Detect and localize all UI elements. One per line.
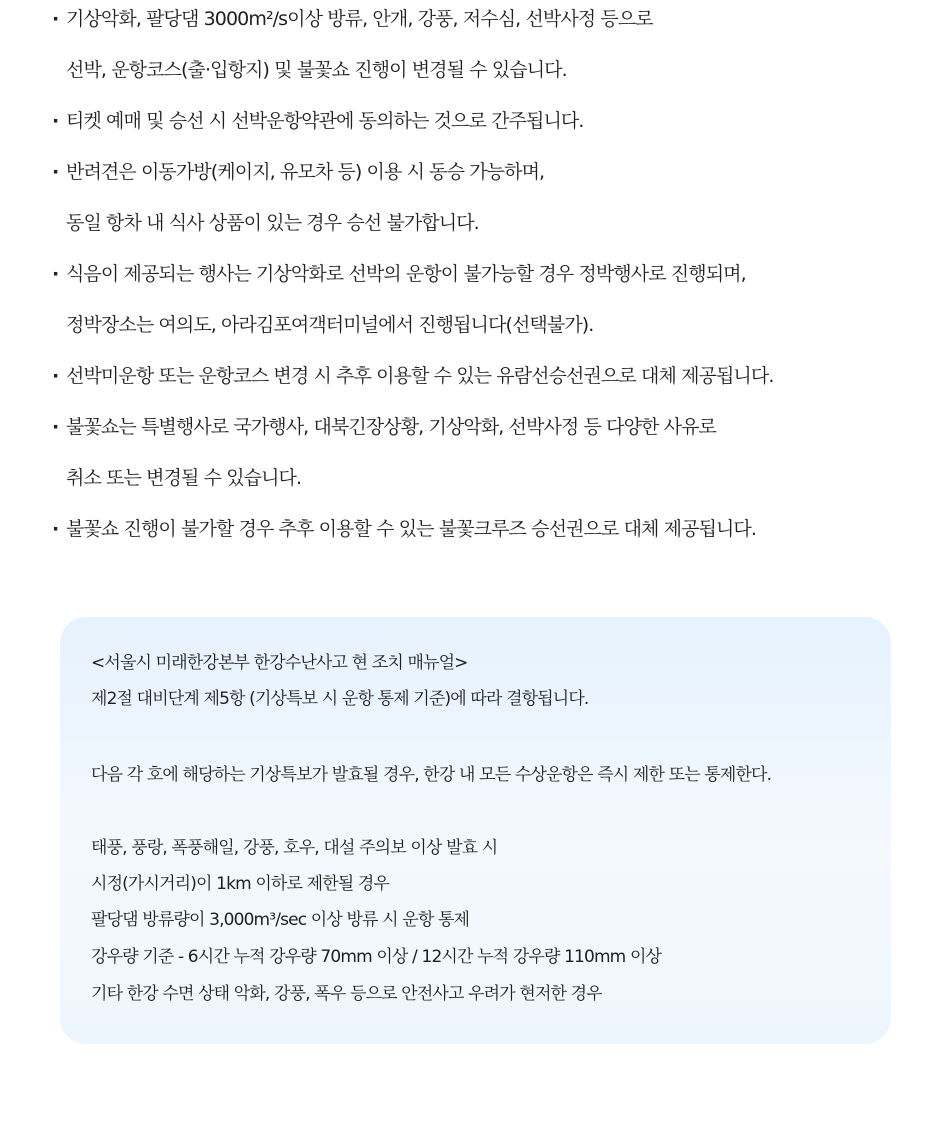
notice-text: 티켓 예매 및 승선 시 선박운항약관에 동의하는 것으로 간주됩니다. <box>66 110 584 132</box>
manual-criterion: 시정(가시거리)이 1km 이하로 제한될 경우 <box>91 874 390 894</box>
notice-text: 기상악화, 팔당댐 3000m²/s이상 방류, 안개, 강풍, 저수심, 선박사정 등으로 <box>66 8 653 30</box>
bullet-dot: · <box>52 365 59 387</box>
notice-text: 선박미운항 또는 운항코스 변경 시 추후 이용할 수 있는 유람선승선권으로 대체 제공됩니다. <box>66 365 774 387</box>
notice-text: 취소 또는 변경될 수 있습니다. <box>66 467 302 489</box>
notice-item-fireworks-cancel <box>52 408 932 510</box>
notice-item-weather-change <box>52 0 932 102</box>
notice-text: 식음이 제공되는 행사는 기상악화로 선박의 운항이 불가능할 경우 정박행사로 진행되며, <box>66 263 746 285</box>
notice-item-pets <box>52 153 932 255</box>
manual-rule: 다음 각 호에 해당하는 기상특보가 발효될 경우, 한강 내 모든 수상운항은 즉시 제한 또는 통제한다. <box>91 765 772 785</box>
bullet-dot: · <box>52 518 59 540</box>
notice-line <box>52 51 932 102</box>
notice-line <box>52 204 932 255</box>
manual-criterion: 팔당댐 방류량이 3,000m³/sec 이상 방류 시 운항 통제 <box>91 910 470 930</box>
bullet-dot: · <box>52 263 59 285</box>
bullet-dot: · <box>52 8 59 30</box>
notice-text: 불꽃쇼 진행이 불가할 경우 추후 이용할 수 있는 불꽃크루즈 승선권으로 대체 제공됩니다. <box>66 518 757 540</box>
notice-text: 선박, 운항코스(출·입항지) 및 불꽃쇼 진행이 변경될 수 있습니다. <box>66 59 567 81</box>
notice-line <box>52 255 932 306</box>
notice-text: 불꽃쇼는 특별행사로 국가행사, 대북긴장상황, 기상악화, 선박사정 등 다양한 사유로 <box>66 416 716 438</box>
notice-item-moored-event <box>52 255 932 357</box>
notice-line <box>52 510 932 561</box>
notice-line <box>52 306 932 357</box>
notice-item-terms <box>52 102 932 153</box>
notice-text: 반려견은 이동가방(케이지, 유모차 등) 이용 시 동승 가능하며, <box>66 161 545 183</box>
bullet-dot: · <box>52 161 59 183</box>
manual-criterion: 강우량 기준 - 6시간 누적 강우량 70mm 이상 / 12시간 누적 강우량 110mm 이상 <box>91 947 662 967</box>
manual-subtitle: 제2절 대비단계 제5항 (기상특보 시 운항 통제 기준)에 따라 결항됩니다. <box>91 689 589 709</box>
bullet-dot: · <box>52 416 59 438</box>
bullet-dot: · <box>52 110 59 132</box>
notice-line <box>52 357 932 408</box>
notice-line <box>52 459 932 510</box>
notice-text: 정박장소는 여의도, 아라김포여객터미널에서 진행됩니다(선택불가). <box>66 314 594 336</box>
manual-criterion: 태풍, 풍랑, 폭풍해일, 강풍, 호우, 대설 주의보 이상 발효 시 <box>91 838 498 858</box>
notice-text: 동일 항차 내 식사 상품이 있는 경우 승선 불가합니다. <box>66 212 479 234</box>
manual-criterion: 기타 한강 수면 상태 악화, 강풍, 폭우 등으로 안전사고 우려가 현저한 경우 <box>91 984 602 1004</box>
manual-box <box>60 617 891 1044</box>
notice-line <box>52 408 932 459</box>
notice-item-cruise-voucher <box>52 357 932 408</box>
notice-item-fireworks-voucher <box>52 510 932 561</box>
notice-line <box>52 153 932 204</box>
notice-line <box>52 0 932 51</box>
manual-title: <서울시 미래한강본부 한강수난사고 현 조치 매뉴얼> <box>91 653 468 673</box>
notice-line <box>52 102 932 153</box>
